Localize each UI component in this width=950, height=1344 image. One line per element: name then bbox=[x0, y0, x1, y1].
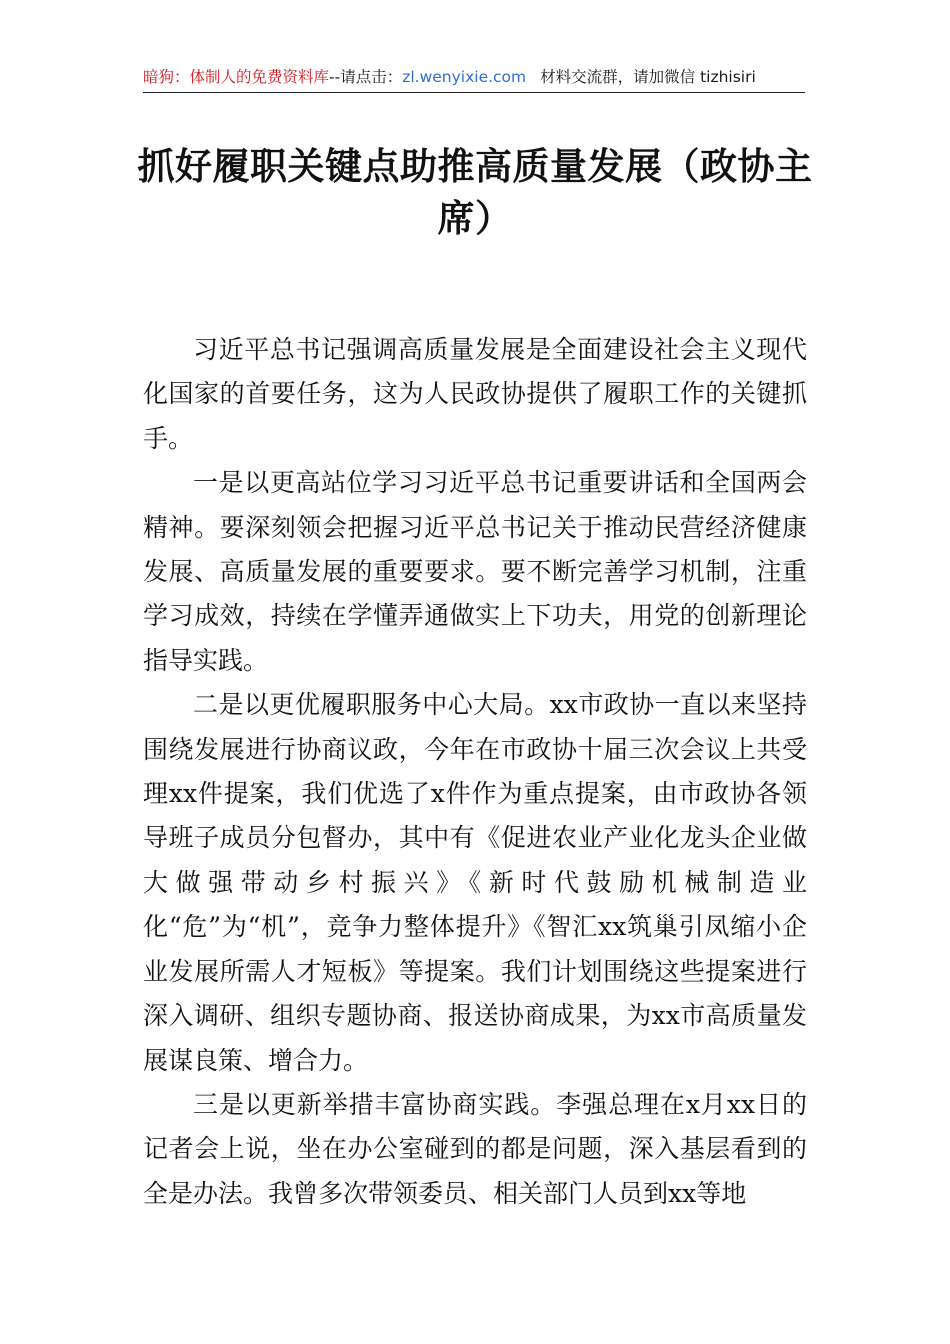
header-group-note: 材料交流群，请加微信 tizhisiri bbox=[540, 68, 756, 86]
paragraph-intro: 习近平总书记强调高质量发展是全面建设社会主义现代化国家的首要任务，这为人民政协提供了履职工作的关键抓手。 bbox=[143, 335, 807, 453]
page-header bbox=[143, 62, 805, 93]
header-brand: 暗狗：体制人的免费资料库 bbox=[143, 68, 330, 86]
document-title: 抓好履职关键点助推高质量发展（政协主席） bbox=[137, 144, 813, 240]
header-link[interactable]: zl.wenyixie.com bbox=[402, 68, 527, 86]
paragraph-point-two: 二是以更优履职服务中心大局。xx市政协一直以来坚持围绕发展进行协商议政，今年在市政协十届三次会议上共受理xx件提案，我们优选了x件作为重点提案，由市政协各领导班子成员分包督办，其中有《促进农业产业化龙头企业做大做强带动乡村振兴》《新时代鼓励机械制造业化“危”为“机”，竞争力整体提升》《智汇xx筑巢引凤缩小企业发展所需人才短板》等提案。我们计划围绕这些提案进行深入调研、组织专题协商、报送协商成果，为xx市高质量发展谋良策、增合力。 bbox=[143, 690, 807, 1075]
header-click-prefix: --请点击： bbox=[329, 68, 403, 86]
paragraph-point-three: 三是以更新举措丰富协商实践。李强总理在x月xx日的记者会上说，坐在办公室碰到的都是问题，深入基层看到的全是办法。我曾多次带领委员、相关部门人员到xx等地 bbox=[143, 1089, 807, 1208]
paragraph-point-one: 一是以更高站位学习习近平总书记重要讲话和全国两会精神。要深刻领会把握习近平总书记关于推动民营经济健康发展、高质量发展的重要要求。要不断完善学习机制，注重学习成效，持续在学懂弄通做实上下功夫，用党的创新理论指导实践。 bbox=[143, 468, 807, 675]
document-body bbox=[143, 328, 807, 1216]
